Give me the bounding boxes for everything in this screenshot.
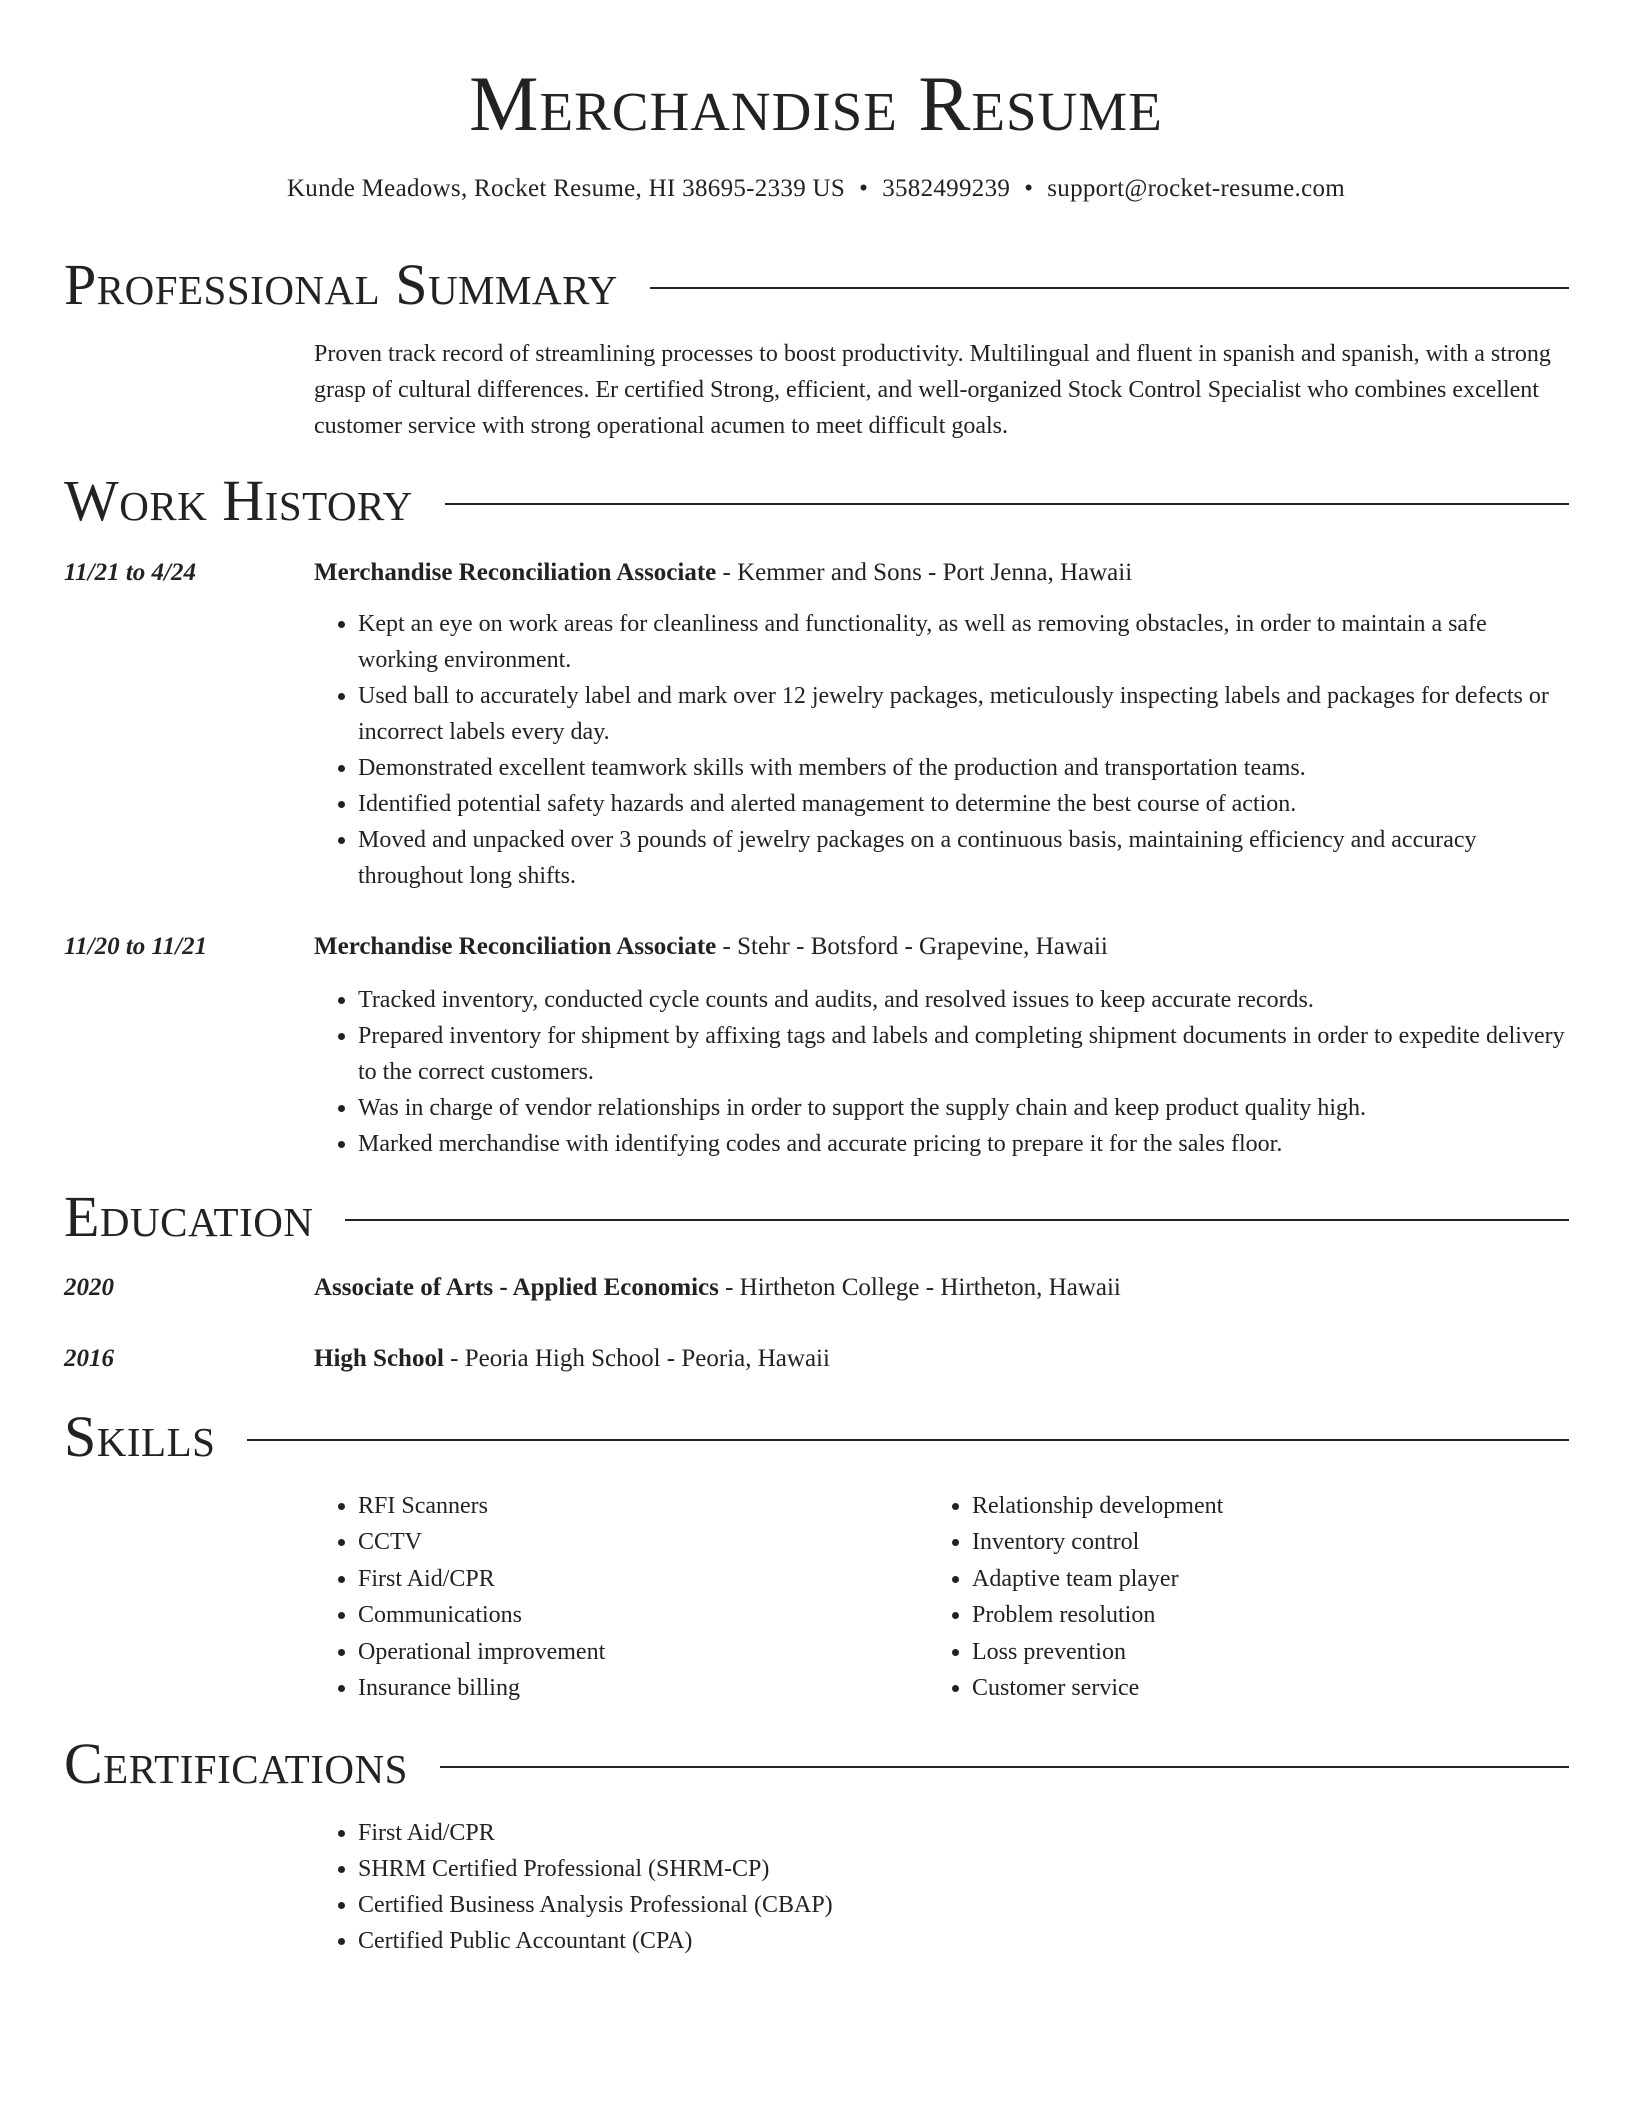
section-heading: Work History [64, 468, 413, 533]
list-item: • Demonstrated excellent teamwork skills with members of the production and transportation teams. [358, 750, 1566, 786]
job-title: Merchandise Reconciliation Associate [314, 559, 717, 586]
skill-item: • Communications [358, 1597, 914, 1633]
skill-item: • Operational improvement [358, 1634, 914, 1670]
section-header-summary [64, 250, 1569, 320]
job-dates: 11/21 to 4/24 [64, 559, 196, 586]
skill-item: • Customer service [972, 1670, 1528, 1706]
contact-separator: • [859, 175, 869, 202]
section-divider [247, 1439, 1569, 1441]
education-school: - Hirtheton College - Hirtheton, Hawaii [718, 1274, 1121, 1301]
skill-item: • Inventory control [972, 1524, 1528, 1560]
list-item: • Tracked inventory, conducted cycle counts and audits, and resolved issues to keep accurate records. [358, 982, 1566, 1018]
education-line [314, 1270, 1566, 1306]
list-item: • Kept an eye on work areas for cleanliness and functionality, as well as removing obstacles, in order to maintain a safe working environment. [358, 606, 1566, 678]
section-header-skills [64, 1402, 1569, 1472]
skill-item: • Loss prevention [972, 1634, 1528, 1670]
job-title-line [314, 929, 1566, 965]
list-item: • Used ball to accurately label and mark over 12 jewelry packages, meticulously inspecting labels and packages for defects or incorrect labels every day. [358, 678, 1566, 750]
education-year: 2016 [64, 1345, 114, 1372]
contact-line [0, 172, 1632, 206]
list-item: • Marked merchandise with identifying codes and accurate pricing to prepare it for the sales floor. [358, 1126, 1566, 1162]
list-item: • Prepared inventory for shipment by affixing tags and labels and completing shipment documents in order to expedite delivery to the correct customers. [358, 1018, 1566, 1090]
skill-item: • Adaptive team player [972, 1561, 1528, 1597]
job-employer: - Kemmer and Sons - Port Jenna, Hawaii [716, 559, 1133, 586]
education-line [314, 1341, 1566, 1377]
section-divider [440, 1766, 1569, 1768]
list-item: • Was in charge of vendor relationships in order to support the supply chain and keep product quality high. [358, 1090, 1566, 1126]
skill-item: • RFI Scanners [358, 1488, 914, 1524]
section-divider [345, 1219, 1569, 1221]
job-bullets [314, 606, 1566, 894]
skill-item: • Insurance billing [358, 1670, 914, 1706]
section-divider [445, 503, 1569, 505]
skill-item: • Problem resolution [972, 1597, 1528, 1633]
list-item: • Identified potential safety hazards and alerted management to determine the best course of action. [358, 786, 1566, 822]
contact-phone: 3582499239 [882, 175, 1011, 202]
section-heading: Skills [64, 1404, 216, 1469]
education-degree: High School [314, 1345, 444, 1372]
education-degree: Associate of Arts - Applied Economics [314, 1274, 719, 1301]
certification-item: • Certified Business Analysis Professional (CBAP) [358, 1887, 1566, 1923]
skill-item: • First Aid/CPR [358, 1561, 914, 1597]
section-heading: Professional Summary [64, 252, 618, 317]
list-item: • Moved and unpacked over 3 pounds of jewelry packages on a continuous basis, maintaining efficiency and accuracy throughout long shifts. [358, 822, 1566, 894]
summary-text: Proven track record of streamlining processes to boost productivity. Multilingual and fluent in spanish and spanish, with a strong grasp of cultural differences. Er certified Strong, efficient, and well-organized Stock Control Specialist who combines excellent customer service with strong operational acumen to meet difficult goals. [314, 341, 1551, 439]
contact-separator: • [1024, 175, 1034, 202]
certification-item: • First Aid/CPR [358, 1815, 1566, 1851]
certifications-list [314, 1815, 1566, 1959]
job-bullets [314, 982, 1566, 1162]
job-title: Merchandise Reconciliation Associate [314, 933, 717, 960]
section-heading: Certifications [64, 1731, 408, 1796]
job-dates: 11/20 to 11/21 [64, 933, 208, 960]
contact-address: Kunde Meadows, Rocket Resume, HI 38695-2339 US [286, 175, 846, 202]
section-header-certifications [64, 1729, 1569, 1799]
section-heading: Education [64, 1184, 314, 1249]
resume-title: Merchandise Resume [469, 60, 1163, 147]
skills-list-right [928, 1488, 1528, 1706]
section-header-education [64, 1182, 1569, 1252]
certification-item: • Certified Public Accountant (CPA) [358, 1923, 1566, 1959]
education-year: 2020 [64, 1274, 114, 1301]
certification-item: • SHRM Certified Professional (SHRM-CP) [358, 1851, 1566, 1887]
education-school: - Peoria High School - Peoria, Hawaii [443, 1345, 830, 1372]
job-title-line [314, 555, 1566, 591]
skills-list-left [314, 1488, 914, 1706]
job-employer: - Stehr - Botsford - Grapevine, Hawaii [716, 933, 1108, 960]
section-divider [650, 287, 1569, 289]
contact-email[interactable]: support@rocket-resume.com [1047, 175, 1346, 202]
skill-item: • CCTV [358, 1524, 914, 1560]
skill-item: • Relationship development [972, 1488, 1528, 1524]
section-header-work [64, 466, 1569, 536]
